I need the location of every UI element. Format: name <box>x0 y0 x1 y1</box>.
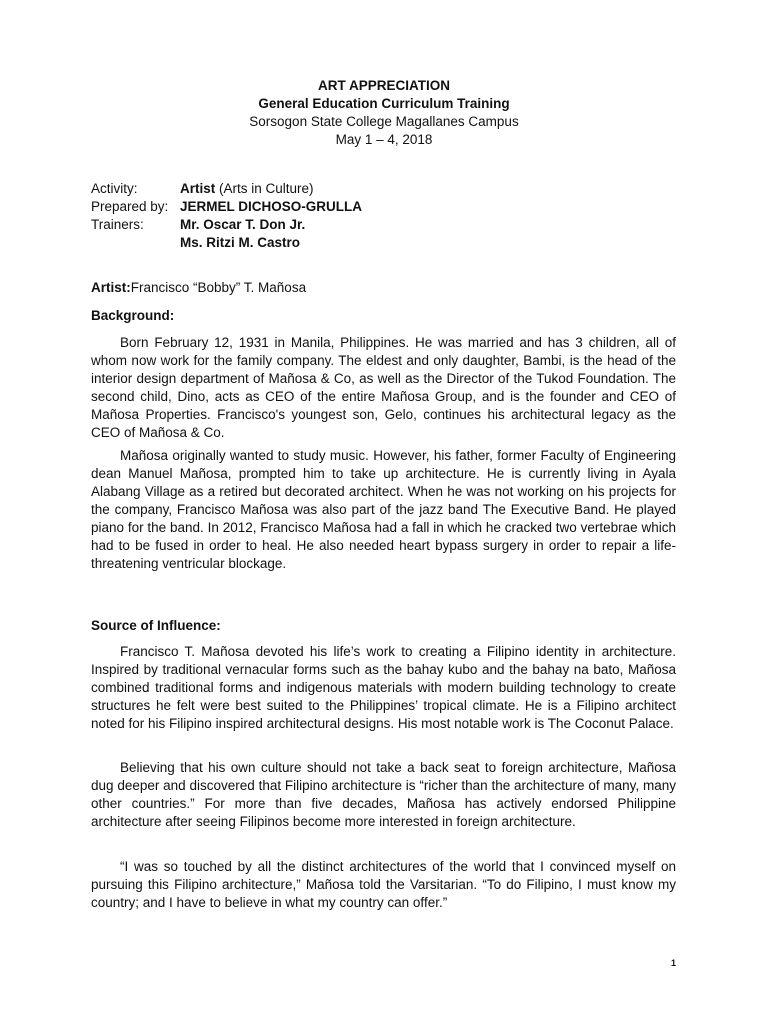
page-number: 1 <box>670 958 676 968</box>
activity-label: Activity: <box>91 181 138 196</box>
artist-name: Francisco “Bobby” T. Mañosa <box>130 280 307 295</box>
background-paragraph-1 <box>91 334 676 442</box>
trainer-1: Mr. Oscar T. Don Jr. <box>180 217 306 232</box>
influence-paragraph-1 <box>91 643 676 733</box>
institution-name: Sorsogon State College Magallanes Campus <box>249 114 519 129</box>
background-paragraph-2 <box>91 447 676 573</box>
trainers-row-2 <box>91 234 362 252</box>
influence-heading: Source of Influence: <box>91 618 221 633</box>
paragraph-text: Born February 12, 1931 in Manila, Philippines. He was married and has 3 children, all of whom now work for the family company. The eldest and only daughter, Bambi, is the head of the interior design department of Mañosa & Co, as well as the Director of the Tukod Foundation. The second child, Dino, acts as CEO of the entire Mañosa Group, and is the founder and CEO of Mañosa Properties. Francisco's youngest son, Gelo, continues his architectural legacy as the CEO of Mañosa & Co. <box>91 335 676 440</box>
influence-paragraph-3 <box>91 858 676 912</box>
activity-value-rest: (Arts in Culture) <box>215 181 314 196</box>
prepared-by-row <box>91 198 362 216</box>
trainers-label: Trainers: <box>91 217 144 232</box>
trainer-2: Ms. Ritzi M. Castro <box>180 235 301 250</box>
influence-paragraph-2 <box>91 759 676 831</box>
paragraph-text: Francisco T. Mañosa devoted his life’s work to creating a Filipino identity in architecture. Inspired by traditional vernacular forms such as the bahay kubo and the bahay na bato, Mañosa combined traditional forms and indigenous materials with modern building technology to create structures he felt were best suited to the Philippines’ tropical climate. He is a Filipino architect noted for his Filipino inspired architectural designs. His most notable work is The Coconut Palace. <box>91 644 676 731</box>
paragraph-text: “I was so touched by all the distinct architectures of the world that I convinced myself on pursuing this Filipino architecture,” Mañosa told the Varsitarian. “To do Filipino, I must know my country; and I have to believe in what my country can offer.” <box>91 859 676 910</box>
paragraph-text: Mañosa originally wanted to study music. However, his father, former Faculty of Engineering dean Manuel Mañosa, prompted him to take up architecture. He is currently living in Ayala Alabang Village as a retired but decorated architect. When he was not working on his projects for the company, Francisco Mañosa was also part of the jazz band The Executive Band. He played piano for the band. In 2012, Francisco Mañosa had a fall in which he cracked two vertebrae which had to be fused in order to heal. He also needed heart bypass surgery in order to repair a life-threatening ventricular blockage. <box>91 448 676 571</box>
prepared-by-label: Prepared by: <box>91 199 169 214</box>
trainers-row <box>91 216 362 234</box>
activity-details <box>91 180 362 252</box>
prepared-by-value: JERMEL DICHOSO-GRULLA <box>180 199 363 214</box>
document-subtitle: General Education Curriculum Training <box>258 96 510 111</box>
artist-line <box>91 279 676 297</box>
activity-row <box>91 180 362 198</box>
paragraph-text: Believing that his own culture should not take a back seat to foreign architecture, Mañosa dug deeper and discovered that Filipino architecture is “richer than the architecture of many, many other countries.” For more than five decades, Mañosa has actively endorsed Philippine architecture after seeing Filipinos become more interested in foreign architecture. <box>91 760 676 829</box>
document-header <box>0 77 768 149</box>
event-date: May 1 – 4, 2018 <box>335 132 433 147</box>
activity-value-bold: Artist <box>180 181 216 196</box>
background-heading: Background: <box>91 308 175 323</box>
document-title: ART APPRECIATION <box>317 78 450 93</box>
artist-label: Artist: <box>91 280 131 295</box>
